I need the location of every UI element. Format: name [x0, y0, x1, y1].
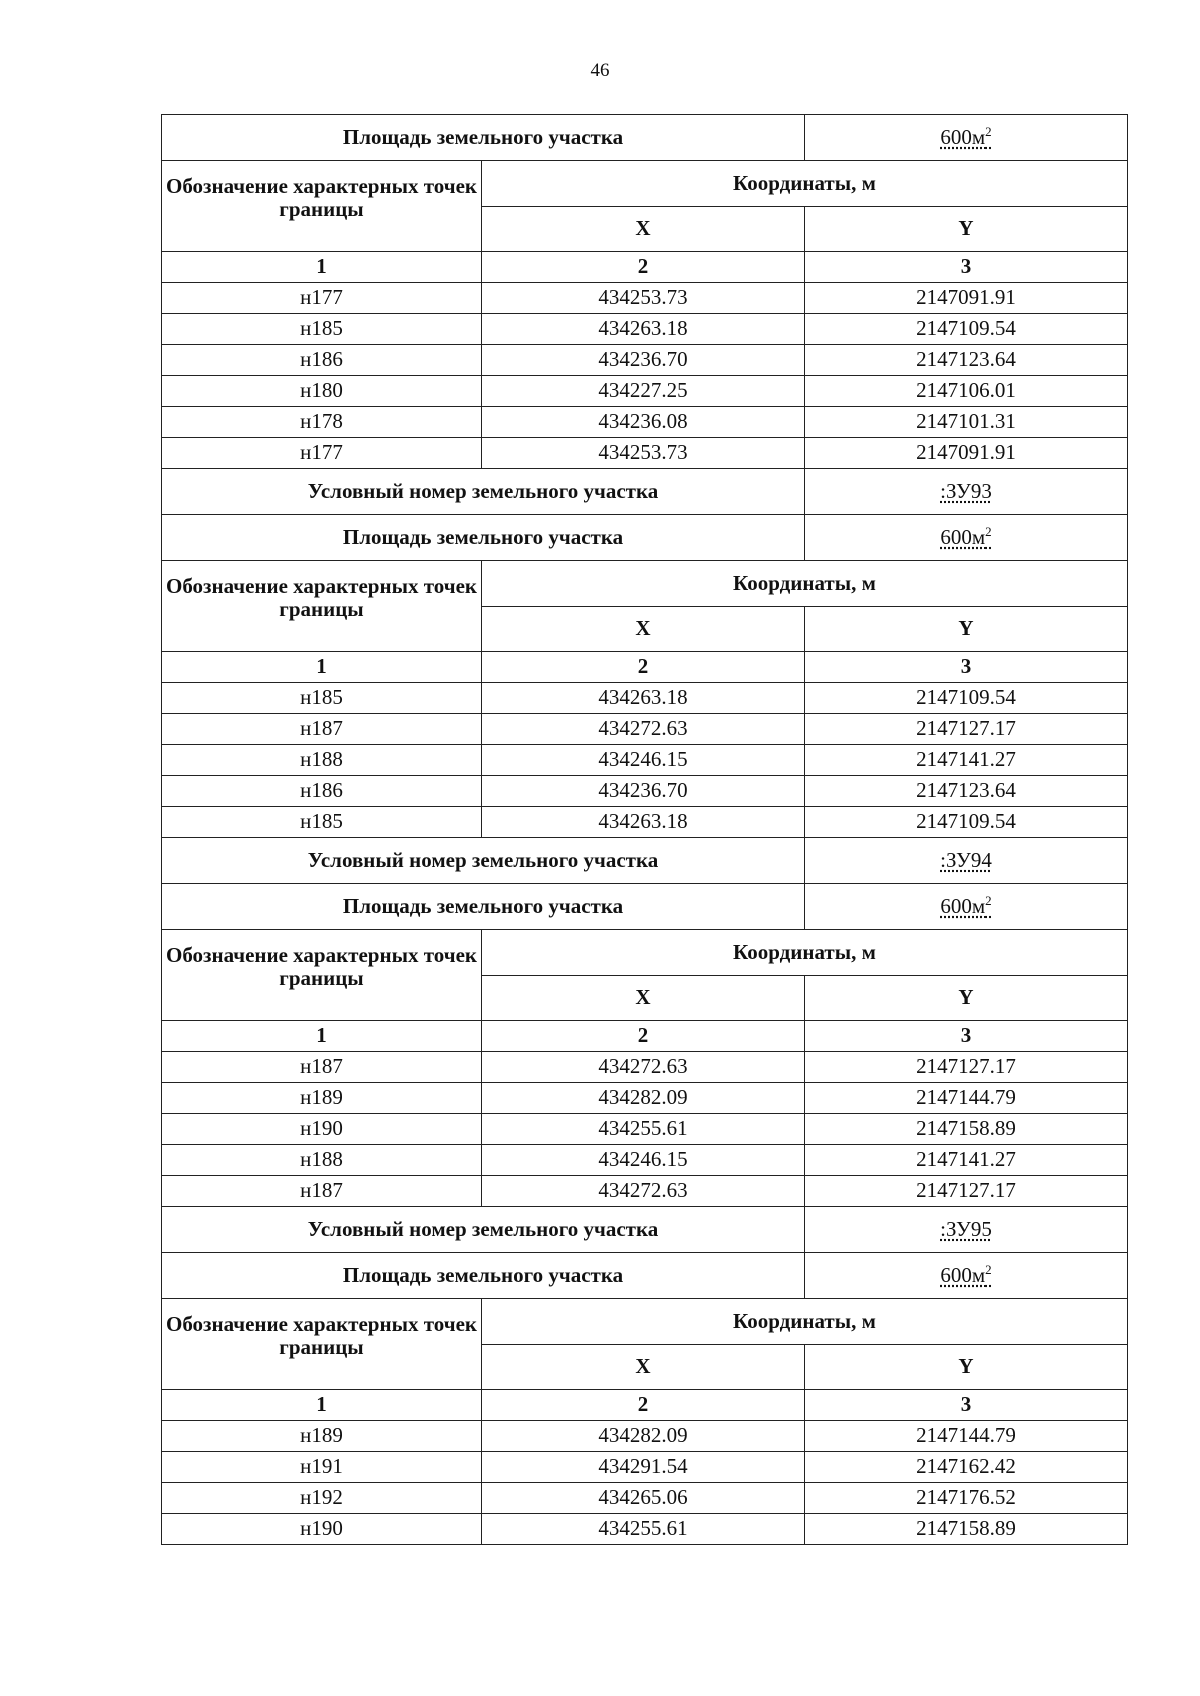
point-designation: н190: [162, 1514, 482, 1545]
table-row: [162, 683, 1128, 714]
y-coordinate: 2147106.01: [805, 376, 1128, 407]
x-coordinate: 434263.18: [482, 314, 805, 345]
y-header: Y: [805, 607, 1128, 652]
point-designation: н185: [162, 314, 482, 345]
designation-header: Обозначение характерных точек границы: [162, 1299, 482, 1390]
y-header: Y: [805, 976, 1128, 1021]
y-coordinate: 2147162.42: [805, 1452, 1128, 1483]
x-coordinate: 434265.06: [482, 1483, 805, 1514]
y-coordinate: 2147127.17: [805, 1052, 1128, 1083]
table-row: [162, 1114, 1128, 1145]
point-designation: н191: [162, 1452, 482, 1483]
column-number: 2: [482, 252, 805, 283]
area-value: $600м^2$: [805, 515, 1128, 561]
cond-number-row: [162, 838, 1128, 884]
x-coordinate: 434291.54: [482, 1452, 805, 1483]
cond-number-label: Условный номер земельного участка: [162, 469, 805, 515]
area-value: $600м^2$: [805, 1253, 1128, 1299]
table-row: [162, 438, 1128, 469]
x-coordinate: 434253.73: [482, 283, 805, 314]
table-row: [162, 745, 1128, 776]
y-coordinate: 2147144.79: [805, 1083, 1128, 1114]
column-number: 2: [482, 1021, 805, 1052]
table-row: [162, 1176, 1128, 1207]
column-number: 2: [482, 1390, 805, 1421]
table-row: [162, 1145, 1128, 1176]
y-coordinate: 2147176.52: [805, 1483, 1128, 1514]
cond-number-row: [162, 1207, 1128, 1253]
area-row: [162, 1253, 1128, 1299]
area-row: [162, 515, 1128, 561]
table-row: [162, 314, 1128, 345]
x-coordinate: 434236.70: [482, 345, 805, 376]
point-designation: н188: [162, 745, 482, 776]
area-label: Площадь земельного участка: [162, 884, 805, 930]
point-designation: н186: [162, 776, 482, 807]
cond-number-value: :ЗУ95: [805, 1207, 1128, 1253]
table-row: [162, 1483, 1128, 1514]
table-row: [162, 807, 1128, 838]
column-number-row: [162, 1021, 1128, 1052]
x-header: X: [482, 1345, 805, 1390]
y-coordinate: 2147158.89: [805, 1514, 1128, 1545]
area-row: [162, 115, 1128, 161]
x-coordinate: 434236.08: [482, 407, 805, 438]
y-coordinate: 2147127.17: [805, 714, 1128, 745]
point-designation: н185: [162, 807, 482, 838]
cond-number-row: [162, 469, 1128, 515]
point-designation: н187: [162, 1176, 482, 1207]
point-designation: н188: [162, 1145, 482, 1176]
x-header: X: [482, 207, 805, 252]
x-coordinate: 434246.15: [482, 745, 805, 776]
x-coordinate: 434263.18: [482, 807, 805, 838]
cond-number-value: :ЗУ93: [805, 469, 1128, 515]
header-row: [162, 161, 1128, 207]
designation-header: Обозначение характерных точек границы: [162, 930, 482, 1021]
designation-header: Обозначение характерных точек границы: [162, 561, 482, 652]
area-label: Площадь земельного участка: [162, 1253, 805, 1299]
point-designation: н177: [162, 438, 482, 469]
x-coordinate: 434282.09: [482, 1421, 805, 1452]
point-designation: н185: [162, 683, 482, 714]
point-designation: н186: [162, 345, 482, 376]
table-row: [162, 1452, 1128, 1483]
coordinates-header: Координаты, м: [482, 930, 1128, 976]
x-coordinate: 434272.63: [482, 1176, 805, 1207]
y-coordinate: 2147109.54: [805, 314, 1128, 345]
column-number: 1: [162, 1021, 482, 1052]
column-number: 3: [805, 652, 1128, 683]
column-number: 1: [162, 1390, 482, 1421]
x-coordinate: 434253.73: [482, 438, 805, 469]
area-value: $600м^2$: [805, 884, 1128, 930]
column-number: 3: [805, 1021, 1128, 1052]
x-coordinate: 434282.09: [482, 1083, 805, 1114]
y-coordinate: 2147101.31: [805, 407, 1128, 438]
cond-number-value: :ЗУ94: [805, 838, 1128, 884]
x-coordinate: 434255.61: [482, 1514, 805, 1545]
table-row: [162, 283, 1128, 314]
area-value: $600м^2$: [805, 115, 1128, 161]
y-header: Y: [805, 1345, 1128, 1390]
x-coordinate: 434272.63: [482, 714, 805, 745]
table-row: [162, 1514, 1128, 1545]
coordinates-table: [161, 114, 1128, 1545]
table-row: [162, 345, 1128, 376]
column-number-row: [162, 652, 1128, 683]
y-coordinate: 2147109.54: [805, 683, 1128, 714]
x-header: X: [482, 607, 805, 652]
table-row: [162, 376, 1128, 407]
table-row: [162, 714, 1128, 745]
y-coordinate: 2147158.89: [805, 1114, 1128, 1145]
cond-number-label: Условный номер земельного участка: [162, 1207, 805, 1253]
header-row: [162, 1299, 1128, 1345]
y-coordinate: 2147141.27: [805, 1145, 1128, 1176]
point-designation: н187: [162, 714, 482, 745]
coordinates-header: Координаты, м: [482, 161, 1128, 207]
table-row: [162, 407, 1128, 438]
point-designation: н180: [162, 376, 482, 407]
y-coordinate: 2147109.54: [805, 807, 1128, 838]
header-row: [162, 930, 1128, 976]
column-number-row: [162, 252, 1128, 283]
page-number: 46: [590, 60, 610, 81]
point-designation: н192: [162, 1483, 482, 1514]
y-coordinate: 2147091.91: [805, 283, 1128, 314]
column-number: 1: [162, 652, 482, 683]
point-designation: н189: [162, 1421, 482, 1452]
x-coordinate: 434263.18: [482, 683, 805, 714]
column-number: 3: [805, 1390, 1128, 1421]
point-designation: н190: [162, 1114, 482, 1145]
x-coordinate: 434255.61: [482, 1114, 805, 1145]
coordinates-header: Координаты, м: [482, 1299, 1128, 1345]
point-designation: н177: [162, 283, 482, 314]
table-row: [162, 1083, 1128, 1114]
y-coordinate: 2147091.91: [805, 438, 1128, 469]
designation-header: Обозначение характерных точек границы: [162, 161, 482, 252]
y-coordinate: 2147123.64: [805, 345, 1128, 376]
header-row: [162, 561, 1128, 607]
column-number: 2: [482, 652, 805, 683]
table-row: [162, 1421, 1128, 1452]
y-coordinate: 2147123.64: [805, 776, 1128, 807]
point-designation: н187: [162, 1052, 482, 1083]
y-coordinate: 2147144.79: [805, 1421, 1128, 1452]
area-label: Площадь земельного участка: [162, 515, 805, 561]
coordinates-header: Координаты, м: [482, 561, 1128, 607]
y-coordinate: 2147127.17: [805, 1176, 1128, 1207]
x-coordinate: 434236.70: [482, 776, 805, 807]
x-coordinate: 434246.15: [482, 1145, 805, 1176]
column-number-row: [162, 1390, 1128, 1421]
y-header: Y: [805, 207, 1128, 252]
x-coordinate: 434272.63: [482, 1052, 805, 1083]
point-designation: н189: [162, 1083, 482, 1114]
cond-number-label: Условный номер земельного участка: [162, 838, 805, 884]
point-designation: н178: [162, 407, 482, 438]
column-number: 1: [162, 252, 482, 283]
area-row: [162, 884, 1128, 930]
table-row: [162, 776, 1128, 807]
x-coordinate: 434227.25: [482, 376, 805, 407]
x-header: X: [482, 976, 805, 1021]
y-coordinate: 2147141.27: [805, 745, 1128, 776]
table-row: [162, 1052, 1128, 1083]
column-number: 3: [805, 252, 1128, 283]
area-label: Площадь земельного участка: [162, 115, 805, 161]
